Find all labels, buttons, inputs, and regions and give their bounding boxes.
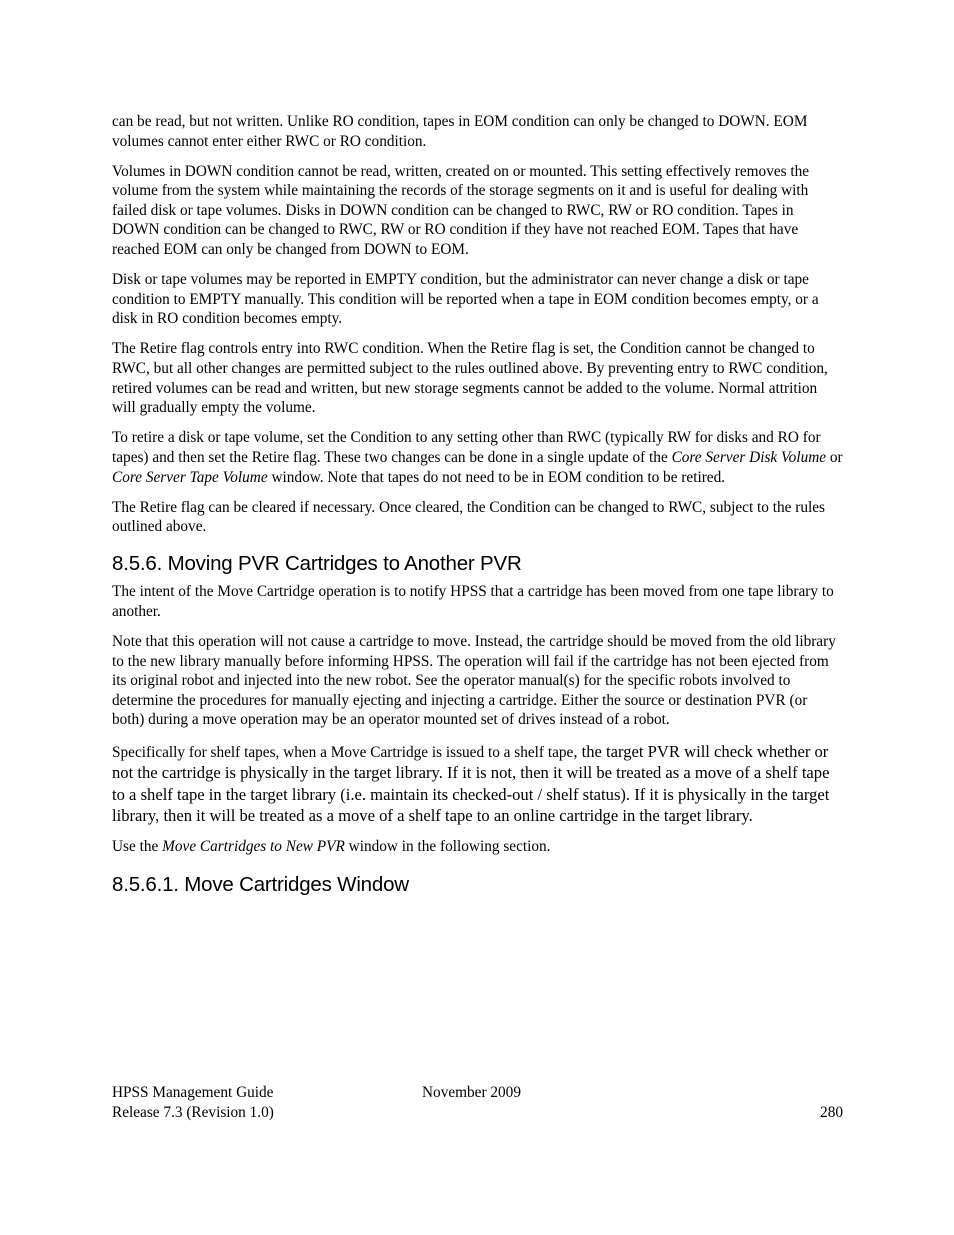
paragraph-eom-condition: can be read, but not written. Unlike RO condition, tapes in EOM condition can only be changed to DOWN. EOM volumes cannot enter either RWC or RO condition. [112,113,808,150]
subsection-heading: 8.5.6.1. Move Cartridges Window [112,873,409,896]
shelf-text-large: , the target PVR will check whether or not the cartridge is physically in the target library. If it is not, then it will be treated as a move of a shelf tape to a shelf tape in the target library (i.e. maintain its checked-out / shelf status). If it is physically in the target library, then it will be treated as a move of a shelf tape to an online cartridge in the target library. [112,741,830,826]
section-heading: 8.5.6. Moving PVR Cartridges to Another PVR [112,551,522,575]
footer-release: Release 7.3 (Revision 1.0) [112,1104,274,1121]
footer-date: November 2009 [422,1084,521,1101]
paragraph-move-note: Note that this operation will not cause a cartridge to move. Instead, the cartridge should be moved from the old library to the new library manually before informing HPSS. The operation will fail if the cartridge has not been ejected from its original robot and injected into the new robot. See the operator manual(s) for the specific robots involved to determine the procedures for manually ejecting and injecting a cartridge. Either the source or destination PVR (or both) during a move operation may be an operator mounted set of drives instead of a robot. [112,633,836,729]
paragraph-shelf-tapes [112,741,843,827]
paragraph-use-window [112,837,843,857]
use-text-2: window in the following section. [344,838,551,856]
page-footer [112,1083,843,1123]
retire-text-2: or [826,448,843,466]
retire-text-1: To retire a disk or tape volume, set the Condition to any setting other than RWC (typically RW for disks and RO for tapes) and then set the Retire flag. These two changes can be done in a single update of the [112,429,821,466]
shelf-text-small: Specifically for shelf tapes, when a Move Cartridge is issued to a shelf tape [112,743,574,761]
paragraph-empty-condition: Disk or tape volumes may be reported in EMPTY condition, but the administrator can never change a disk or tape condition to EMPTY manually. This condition will be reported when a tape in EOM condition becomes empty, or a disk in RO condition becomes empty. [112,271,819,328]
paragraph-retire-volume [112,428,843,487]
use-text-1: Use the [112,838,163,856]
paragraph-move-intent: The intent of the Move Cartridge operation is to notify HPSS that a cartridge has been moved from one tape library to another. [112,583,834,620]
page-body [112,112,843,895]
footer-guide-title: HPSS Management Guide [112,1084,274,1101]
paragraph-down-condition: Volumes in DOWN condition cannot be read, written, created on or mounted. This setting effectively removes the volume from the system while maintaining the records of the storage segments on it and is useful for dealing with failed disk or tape volumes. Disks in DOWN condition can be changed to RWC, RW or RO condition. Tapes in DOWN condition can be changed to RWC, RW or RO condition if they have not reached EOM. Tapes that have reached EOM can only be changed from DOWN to EOM. [112,162,810,259]
retire-text-3: window. Note that tapes do not need to be in EOM condition to be retired. [267,468,726,486]
paragraph-retire-flag: The Retire flag controls entry into RWC condition. When the Retire flag is set, the Condition cannot be changed to RWC, but all other changes are permitted subject to the rules outlined above. By preventing entry to RWC condition, retired volumes can be read and written, but new storage segments cannot be added to the volume. Normal attrition will gradually empty the volume. [112,340,828,417]
footer-page-number: 280 [820,1104,843,1121]
paragraph-retire-clear: The Retire flag can be cleared if necessary. Once cleared, the Condition can be changed to RWC, subject to the rules outlined above. [112,498,826,536]
retire-disk-volume-ref: Core Server Disk Volume [671,448,827,466]
move-cartridges-window-ref: Move Cartridges to New PVR [162,838,345,856]
retire-tape-volume-ref: Core Server Tape Volume [112,468,268,486]
